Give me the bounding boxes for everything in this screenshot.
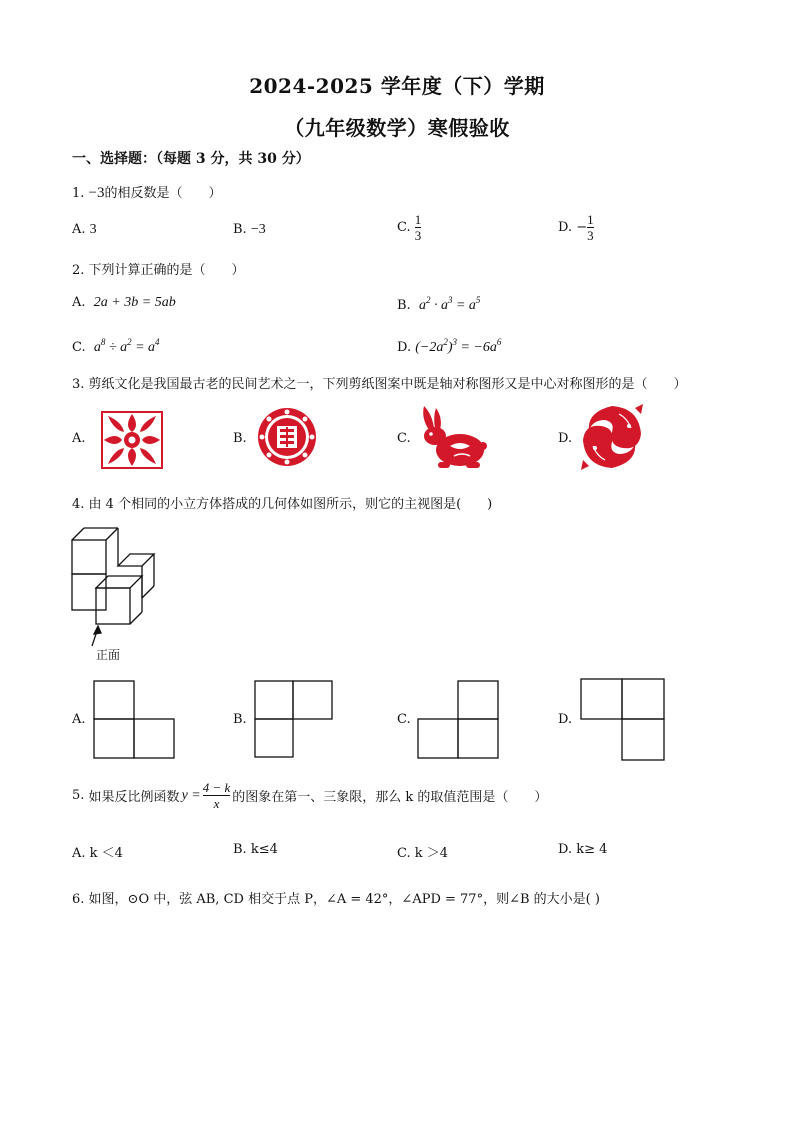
option-b-label[interactable]: B. — [233, 712, 247, 727]
page-subtitle: （九年级数学）寒假验收 — [284, 116, 510, 140]
page-title: 2024-2025 学年度（下）学期 — [249, 74, 545, 98]
question-2: 2. 下列计算正确的是（ ） — [72, 263, 245, 278]
question-number: 1. — [72, 186, 85, 201]
option-a[interactable]: A. k ＜4 — [72, 846, 123, 861]
fraction: $\frac{1}{3}$ — [414, 212, 422, 243]
option-c-figure[interactable] — [417, 680, 499, 760]
option-c-label[interactable]: C. — [397, 431, 411, 446]
option-c[interactable]: C. $\frac{1}{3}$ — [397, 212, 422, 243]
option-a[interactable]: A. 3 — [72, 222, 97, 237]
question-text: 的相反数是（ ） — [104, 186, 222, 201]
cube-solid-figure — [70, 526, 160, 636]
option-a[interactable]: A. 2a + 3b = 5ab — [72, 295, 176, 310]
question-6: 6. 如图，⊙O 中，弦 AB, CD 相交于点 P，∠A = 42°，∠APD = 77°，则∠B 的大小是( ) — [72, 892, 600, 907]
option-b[interactable]: B. $a^2 \cdot a^3 = a^5$ — [397, 295, 481, 313]
option-d-label[interactable]: D. — [558, 431, 573, 446]
papercut-flower-square — [100, 410, 164, 470]
option-d-figure[interactable] — [580, 678, 666, 762]
option-c[interactable]: C. $a^8 \div a^2 = a^4$ — [72, 337, 160, 355]
option-a-label[interactable]: A. — [72, 431, 86, 446]
section-heading: 一、选择题：（每题 3 分，共 30 分） — [72, 151, 310, 167]
option-d[interactable]: D. − $\frac{1}{3}$ — [558, 212, 594, 243]
papercut-fish-circle — [579, 402, 645, 472]
option-b[interactable]: B. k≤4 — [233, 842, 278, 857]
papercut-circle-pattern — [256, 406, 318, 468]
function-fraction: $\frac{4 - k}{x}$ — [202, 780, 231, 811]
option-c-label[interactable]: C. — [397, 712, 411, 727]
option-a-figure[interactable] — [93, 680, 175, 760]
option-d[interactable]: D. k≥ 4 — [558, 842, 608, 857]
fraction: $\frac{1}{3}$ — [587, 212, 594, 243]
question-3: 3. 剪纸文化是我国最古老的民间艺术之一，下列剪纸图案中既是轴对称图形又是中心对称图形的是（ ） — [72, 377, 687, 392]
option-d-label[interactable]: D. — [558, 712, 573, 727]
question-5: 5. 如果反比例函数 y = $\frac{4 - k}{x}$ 的图象在第一、三象限，那么 k 的取值范围是（ ） — [72, 780, 548, 811]
option-a-label[interactable]: A. — [72, 712, 86, 727]
option-b[interactable]: B. −3 — [233, 222, 266, 237]
front-label: 正面 — [96, 648, 121, 662]
question-4: 4. 由 4 个相同的小立方体搭成的几何体如图所示，则它的主视图是( ) — [72, 497, 493, 512]
papercut-rabbit — [416, 404, 488, 472]
option-b-figure[interactable] — [254, 680, 334, 760]
option-b-label[interactable]: B. — [233, 431, 247, 446]
option-d[interactable]: D. $(-2a^2)^3 = -6a^6$ — [397, 337, 502, 355]
option-c[interactable]: C. k ＞4 — [397, 846, 449, 861]
question-expr: −3 — [88, 185, 105, 201]
question-1 — [72, 182, 222, 202]
